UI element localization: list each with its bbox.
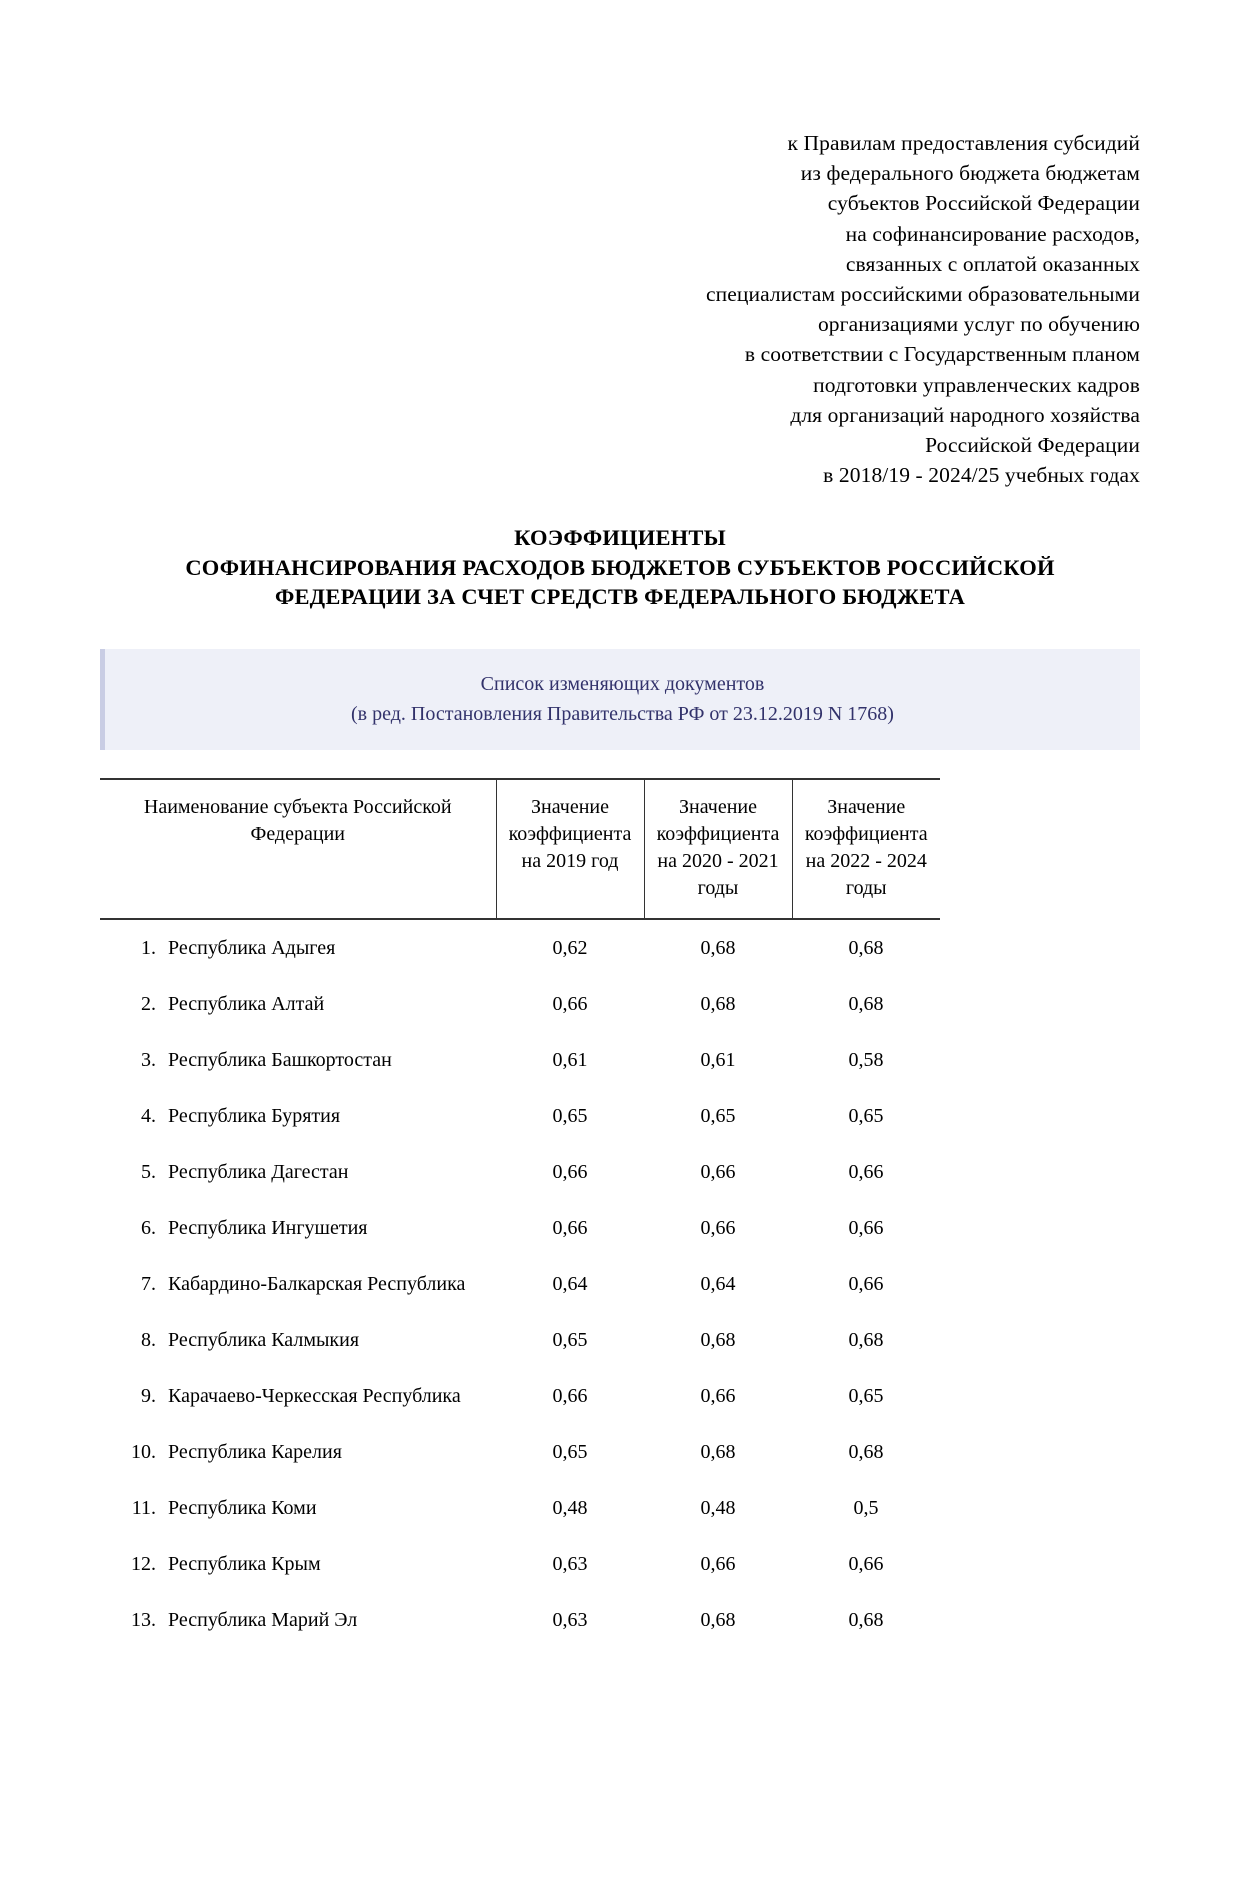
cell-value-2022-2024: 0,66 xyxy=(848,1160,884,1183)
table-header-row xyxy=(100,779,940,919)
column-header-subject: Наименование субъекта Российской Федерации xyxy=(100,779,496,919)
table-row xyxy=(100,1312,940,1368)
row-index: 7. xyxy=(141,1272,156,1295)
header-line: специалистам российскими образовательными xyxy=(706,282,1140,307)
row-index: 5. xyxy=(141,1160,156,1183)
table-row xyxy=(100,1480,940,1536)
title-line: ФЕДЕРАЦИИ ЗА СЧЕТ СРЕДСТВ ФЕДЕРАЛЬНОГО БЮДЖЕТА xyxy=(274,584,966,610)
cell-value-2019: 0,63 xyxy=(552,1552,588,1575)
subject-name: Республика Карелия xyxy=(168,1440,342,1463)
cell-value-2020-2021: 0,68 xyxy=(700,1440,736,1463)
table-row xyxy=(100,976,940,1032)
table-row xyxy=(100,1256,940,1312)
title-line: СОФИНАНСИРОВАНИЯ РАСХОДОВ БЮДЖЕТОВ СУБЪЕКТОВ РОССИЙСКОЙ xyxy=(185,554,1055,580)
cell-value-2020-2021: 0,68 xyxy=(700,1608,736,1631)
cell-value-2020-2021: 0,65 xyxy=(700,1104,736,1127)
subject-name: Республика Башкортостан xyxy=(168,1048,392,1071)
table-row xyxy=(100,1032,940,1088)
cell-subject xyxy=(100,1592,496,1648)
cell-value-2019: 0,65 xyxy=(552,1440,588,1463)
cell-value-2022-2024: 0,65 xyxy=(848,1384,884,1407)
subject-name: Республика Бурятия xyxy=(168,1104,341,1127)
header-line: субъектов Российской Федерации xyxy=(827,191,1140,216)
cell-value-2022-2024: 0,66 xyxy=(848,1216,884,1239)
subject-row-content xyxy=(104,1271,490,1297)
cell-value-2020-2021: 0,64 xyxy=(700,1272,736,1295)
cell-subject xyxy=(100,1256,496,1312)
row-index: 6. xyxy=(141,1216,156,1239)
table-row xyxy=(100,1424,940,1480)
cell-value-2019: 0,65 xyxy=(552,1328,588,1351)
amendment-notice-title: Список изменяющих документов xyxy=(480,672,765,695)
header-line: на софинансирование расходов, xyxy=(845,221,1140,246)
subject-row-content xyxy=(104,1215,490,1241)
cell-value-2020-2021: 0,66 xyxy=(700,1552,736,1575)
cell-value-2019: 0,48 xyxy=(552,1496,588,1519)
cell-subject xyxy=(100,919,496,976)
cell-value-2020-2021: 0,68 xyxy=(700,1328,736,1351)
cell-subject xyxy=(100,1368,496,1424)
page-title xyxy=(100,523,1140,612)
cell-value-2020-2021: 0,61 xyxy=(700,1048,736,1071)
header-line: из федерального бюджета бюджетам xyxy=(800,161,1140,186)
row-index: 1. xyxy=(141,936,156,959)
header-line: в соответствии с Государственным планом xyxy=(744,342,1140,367)
cell-value-2020-2021: 0,66 xyxy=(700,1216,736,1239)
column-header-2022-2024: Значение коэффициента на 2022 - 2024 годы xyxy=(792,779,940,919)
title-line: КОЭФФИЦИЕНТЫ xyxy=(514,525,726,551)
subject-name: Карачаево-Черкесская Республика xyxy=(168,1384,461,1407)
header-line: Российской Федерации xyxy=(925,433,1140,458)
column-header-2019: Значение коэффициента на 2019 год xyxy=(496,779,644,919)
cell-value-2019: 0,63 xyxy=(552,1608,588,1631)
cell-value-2022-2024: 0,68 xyxy=(848,1328,884,1351)
subject-row-content xyxy=(104,1551,490,1577)
cell-subject xyxy=(100,976,496,1032)
table-row xyxy=(100,1368,940,1424)
subject-row-content xyxy=(104,1047,490,1073)
cell-subject xyxy=(100,1200,496,1256)
row-index: 3. xyxy=(141,1048,156,1071)
cell-value-2020-2021: 0,68 xyxy=(700,936,736,959)
header-line: подготовки управленческих кадров xyxy=(813,372,1140,397)
subject-name: Республика Крым xyxy=(168,1552,321,1575)
subject-name: Кабардино-Балкарская Республика xyxy=(168,1272,466,1295)
subject-name: Республика Марий Эл xyxy=(168,1608,358,1631)
subject-row-content xyxy=(104,1383,490,1409)
row-index: 4. xyxy=(141,1104,156,1127)
cell-value-2022-2024: 0,65 xyxy=(848,1104,884,1127)
subject-row-content xyxy=(104,1607,490,1633)
cell-value-2022-2024: 0,66 xyxy=(848,1552,884,1575)
document-reference-header xyxy=(100,128,1140,490)
coefficients-table xyxy=(100,778,940,1648)
table-row xyxy=(100,1088,940,1144)
header-line: в 2018/19 - 2024/25 учебных годах xyxy=(823,463,1140,488)
amendment-notice-reference: (в ред. Постановления Правительства РФ от 23.12.2019 N 1768) xyxy=(351,702,894,725)
row-index: 10. xyxy=(131,1440,156,1463)
header-line: к Правилам предоставления субсидий xyxy=(787,131,1140,155)
cell-value-2022-2024: 0,68 xyxy=(848,1608,884,1631)
cell-subject xyxy=(100,1480,496,1536)
row-index: 2. xyxy=(141,992,156,1015)
header-line: связанных с оплатой оказанных xyxy=(845,251,1140,276)
header-line: организациями услуг по обучению xyxy=(817,312,1140,337)
cell-value-2019: 0,62 xyxy=(552,936,588,959)
table-row xyxy=(100,919,940,976)
cell-value-2022-2024: 0,68 xyxy=(848,992,884,1015)
cell-value-2019: 0,66 xyxy=(552,1160,588,1183)
cell-subject xyxy=(100,1144,496,1200)
column-header-2020-2021: Значение коэффициента на 2020 - 2021 годы xyxy=(644,779,792,919)
row-index: 8. xyxy=(141,1328,156,1351)
cell-value-2022-2024: 0,68 xyxy=(848,1440,884,1463)
table-header xyxy=(100,779,940,919)
cell-subject xyxy=(100,1424,496,1480)
table-row xyxy=(100,1144,940,1200)
cell-value-2022-2024: 0,68 xyxy=(848,936,884,959)
subject-name: Республика Коми xyxy=(168,1496,317,1519)
cell-value-2020-2021: 0,66 xyxy=(700,1384,736,1407)
row-index: 12. xyxy=(131,1552,156,1575)
subject-name: Республика Ингушетия xyxy=(168,1216,368,1239)
row-index: 13. xyxy=(131,1608,156,1631)
header-line: для организаций народного хозяйства xyxy=(790,402,1140,427)
document-page xyxy=(0,128,1240,1882)
table-body xyxy=(100,919,940,1648)
cell-value-2022-2024: 0,58 xyxy=(848,1048,884,1071)
cell-value-2019: 0,65 xyxy=(552,1104,588,1127)
subject-row-content xyxy=(104,1439,490,1465)
cell-value-2019: 0,66 xyxy=(552,1384,588,1407)
subject-row-content xyxy=(104,991,490,1017)
cell-value-2019: 0,66 xyxy=(552,992,588,1015)
table-row xyxy=(100,1536,940,1592)
row-index: 11. xyxy=(131,1496,156,1519)
cell-value-2020-2021: 0,48 xyxy=(700,1496,736,1519)
subject-name: Республика Адыгея xyxy=(168,936,336,959)
subject-row-content xyxy=(104,1159,490,1185)
cell-value-2019: 0,66 xyxy=(552,1216,588,1239)
subject-row-content xyxy=(104,1495,490,1521)
subject-row-content xyxy=(104,935,490,961)
cell-value-2022-2024: 0,5 xyxy=(853,1496,879,1519)
cell-subject xyxy=(100,1312,496,1368)
cell-subject xyxy=(100,1536,496,1592)
subject-name: Республика Дагестан xyxy=(168,1160,349,1183)
row-index: 9. xyxy=(141,1384,156,1407)
subject-row-content xyxy=(104,1327,490,1353)
cell-value-2019: 0,61 xyxy=(552,1048,588,1071)
cell-subject xyxy=(100,1088,496,1144)
table-row xyxy=(100,1592,940,1648)
subject-name: Республика Калмыкия xyxy=(168,1328,360,1351)
cell-value-2020-2021: 0,68 xyxy=(700,992,736,1015)
table-row xyxy=(100,1200,940,1256)
subject-name: Республика Алтай xyxy=(168,992,325,1015)
cell-value-2019: 0,64 xyxy=(552,1272,588,1295)
cell-value-2020-2021: 0,66 xyxy=(700,1160,736,1183)
cell-subject xyxy=(100,1032,496,1088)
subject-row-content xyxy=(104,1103,490,1129)
cell-value-2022-2024: 0,66 xyxy=(848,1272,884,1295)
amendment-notice xyxy=(100,649,1140,750)
